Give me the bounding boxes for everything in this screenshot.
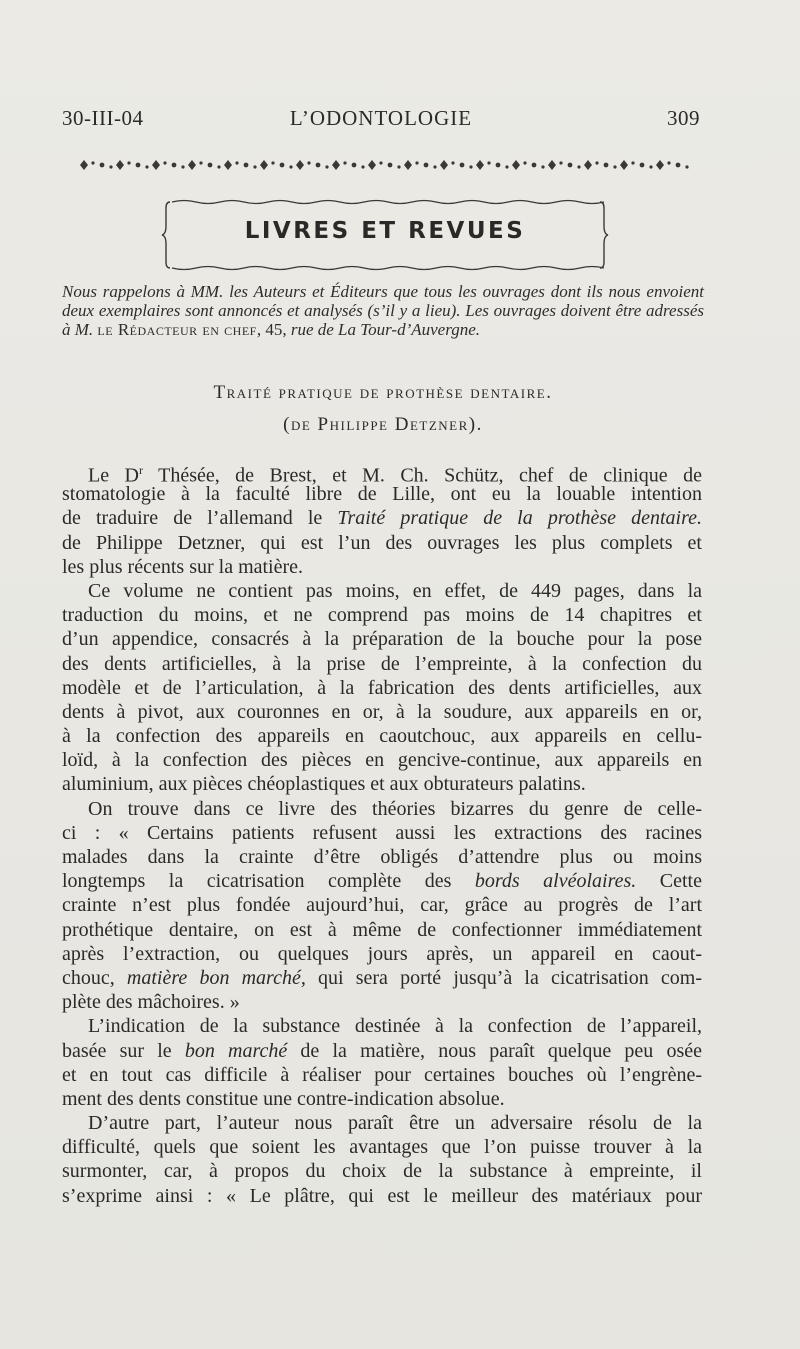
ornament-mark (172, 163, 177, 168)
text-segment: de la matière, nous paraît quelque peu osée (287, 1039, 702, 1062)
text-line (62, 676, 702, 700)
text-segment: difficulté, quels que soient les avantages que l’on puisse trouver à la (62, 1136, 702, 1159)
ornament-mark (613, 165, 616, 168)
ornament-mark (649, 165, 652, 168)
text-segment: d’un appendice, consacrés à la préparation de la bouche pour la pose (62, 628, 702, 651)
issue-date: 30-III-04 (62, 106, 144, 130)
ornament-mark (667, 161, 670, 164)
text-segment: loïd, à la confection des pièces en gencive-continue, aux appareils en (62, 749, 702, 772)
ornament-mark (404, 160, 412, 170)
ornament-mark (440, 160, 448, 170)
ornament-mark (109, 165, 112, 168)
text-line (62, 1135, 702, 1159)
text-line (62, 1039, 702, 1063)
text-segment: les plus récents sur la matière. (62, 555, 304, 578)
text-segment: plète des mâchoires. » (62, 991, 240, 1014)
italic-text: bords alvéolaires. (474, 870, 637, 893)
text-segment: qui sera porté jusqu’à la cicatrisation com- (305, 966, 702, 989)
text-segment: aluminium, aux pièces chéoplastiques et aux obturateurs palatins. (62, 773, 586, 796)
ornament-mark (523, 161, 526, 164)
ornament-mark (640, 163, 645, 168)
text-line (62, 700, 702, 724)
journal-title: L’ODONTOLOGIE (289, 106, 473, 130)
ornament-mark (361, 165, 364, 168)
ornament-mark (296, 160, 304, 170)
text-segment: L’indication de la substance destinée à la confection de l’appareil, (88, 1015, 702, 1038)
text-segment: s’exprime ainsi : « Le plâtre, qui est le meilleur des matériaux pour (62, 1184, 702, 1207)
ornament-mark (496, 163, 501, 168)
text-segment: crainte n’est plus fondée aujourd’hui, car, grâce au progrès de l’art (62, 894, 702, 917)
text-line (62, 1014, 702, 1038)
italic-text: Traité pratique de la prothèse dentaire. (337, 507, 702, 530)
text-line (62, 1087, 702, 1111)
ornament-mark (604, 163, 609, 168)
text-line (62, 652, 702, 676)
text-segment: et en tout cas difficile à réaliser pour certaines bouches où l’engrène- (62, 1063, 702, 1086)
text-segment: ci : « Certains patients refusent aussi les extractions des racines (62, 821, 702, 844)
ornament-mark (152, 160, 160, 170)
text-line (62, 482, 702, 506)
text-segment: prothétique dentaire, on est à même de confectionner immédiatement (62, 918, 702, 941)
ornament-mark (505, 165, 508, 168)
ornament-mark (145, 165, 148, 168)
article-author: (de Philippe Detzner). (283, 414, 483, 435)
text-line (62, 1111, 702, 1135)
text-line (62, 627, 702, 651)
ornament-mark (136, 163, 141, 168)
ornament-mark (271, 161, 274, 164)
text-line (62, 748, 702, 772)
ornament-mark (244, 163, 249, 168)
ornament-mark (332, 160, 340, 170)
text-line (62, 797, 702, 821)
notice-number: , 45, (256, 320, 291, 339)
text-line (62, 845, 702, 869)
text-line (62, 531, 702, 555)
text-segment: chouc, (62, 966, 127, 989)
ornament-mark (280, 163, 285, 168)
ornament-mark (415, 161, 418, 164)
ornament-mark (224, 160, 232, 170)
ornament-mark (512, 160, 520, 170)
ornament-mark (631, 161, 634, 164)
text-segment: modèle et de l’articulation, à la fabrication des dents artificielles, aux (62, 676, 702, 699)
ornament-mark (289, 165, 292, 168)
ornament-mark (181, 165, 184, 168)
ornament-mark (163, 161, 166, 164)
notice-text: Nous rappelons à MM. les Auteurs et Éditeurs que tous les ouvrages dont ils nous envoient deux exemplaires sont annoncés et analysés (s’il y a lieu). Les ouvrages doivent être adressés à M. (62, 282, 704, 339)
text-line (62, 603, 702, 627)
ornament-mark (595, 161, 598, 164)
ornament-mark (127, 161, 130, 164)
ornament-mark (559, 161, 562, 164)
text-line (62, 1184, 702, 1208)
text-segment: malades dans la crainte d’être obligés d’attendre plus ou moins (62, 846, 702, 868)
ornament-mark (260, 160, 268, 170)
text-segment: Le D (88, 464, 139, 487)
section-title: LIVRES ET REVUES (244, 218, 526, 244)
ornament-mark (577, 165, 580, 168)
ornament-mark (532, 163, 537, 168)
ornament-mark (620, 160, 628, 170)
text-segment: Thésée, de Brest, et M. Ch. Schütz, chef de clinique de (143, 464, 702, 487)
text-line (62, 918, 702, 942)
ornament-mark (199, 161, 202, 164)
text-segment: D’autre part, l’auteur nous paraît être un adversaire résolu de la (88, 1112, 702, 1135)
text-line (62, 724, 702, 748)
text-line (62, 1063, 702, 1087)
notice-recipient: le Rédacteur en chef (97, 320, 257, 339)
text-segment: Ce volume ne contient pas moins, en effet, de 449 pages, dans la (88, 579, 702, 602)
text-segment: des dents artificielles, à la prise de l’empreinte, à la confection du (62, 652, 702, 675)
ornament-mark (343, 161, 346, 164)
ornament-mark (451, 161, 454, 164)
ornament-mark (433, 165, 436, 168)
text-segment: de traduire de l’allemand le (62, 507, 338, 530)
ornament-mark (208, 163, 213, 168)
ornament-mark (397, 165, 400, 168)
italic-text: matière bon marché, (126, 966, 306, 989)
text-line (62, 869, 702, 893)
text-segment: surmonter, car, à propos du choix de la substance à empreinte, il (62, 1160, 702, 1183)
text-segment: ment des dents constitue une contre-indication absolue. (62, 1087, 505, 1110)
text-line (62, 506, 702, 530)
ornament-mark (469, 165, 472, 168)
text-segment: de Philippe Detzner, qui est l’un des ouvrages les plus complets et (62, 531, 702, 554)
notice-address: rue de La Tour-d’Auvergne. (290, 320, 481, 339)
ornament-mark (316, 163, 321, 168)
italic-text: bon marché (184, 1039, 288, 1062)
ornament-mark (568, 163, 573, 168)
ornament-mark (217, 165, 220, 168)
text-line (62, 821, 702, 845)
ornament-mark (80, 160, 88, 170)
ornament-mark (476, 160, 484, 170)
ornament-mark (584, 160, 592, 170)
ornament-mark (116, 160, 124, 170)
text-segment: à la confection des appareils en caoutchouc, aux appareils en cellu- (62, 725, 702, 748)
text-segment: longtemps la cicatrisation complète des (62, 870, 475, 893)
ornament-mark (548, 160, 556, 170)
text-line (62, 555, 702, 579)
text-segment: stomatologie à la faculté libre de Lille, ont eu la louable intention (62, 483, 702, 506)
ornamental-rule (80, 157, 698, 173)
text-segment: dents à pivot, aux couronnes en or, à la soudure, aux appareils en or, (62, 700, 702, 723)
article-title: Traité pratique de prothèse dentaire. (213, 382, 553, 403)
ornament-mark (100, 163, 105, 168)
ornament-mark (235, 161, 238, 164)
ornament-mark (388, 163, 393, 168)
ornament-mark (352, 163, 357, 168)
running-head (62, 106, 700, 136)
ornament-mark (188, 160, 196, 170)
ornament-mark (460, 163, 465, 168)
text-line (62, 893, 702, 917)
text-line (62, 458, 702, 487)
ornament-mark (676, 163, 681, 168)
editorial-notice (62, 282, 704, 339)
text-segment: On trouve dans ce livre des théories bizarres du genre de celle- (88, 797, 702, 820)
ornament-mark (253, 165, 256, 168)
page-number: 309 (667, 106, 700, 130)
text-line (62, 966, 702, 990)
ornament-mark (307, 161, 310, 164)
text-segment: basée sur le (62, 1039, 185, 1062)
section-title-frame (158, 196, 612, 274)
text-line (62, 942, 702, 966)
text-line (62, 990, 702, 1014)
text-line (62, 579, 702, 603)
text-line (62, 772, 702, 796)
ornament-mark (487, 161, 490, 164)
text-segment: Cette (636, 870, 702, 893)
text-segment: après l’extraction, ou quelques jours après, un appareil en caout- (62, 942, 702, 965)
ornament-mark (685, 165, 688, 168)
superscript: r (139, 463, 143, 477)
text-segment: traduction du moins, et ne comprend pas moins de 14 chapitres et (62, 604, 702, 627)
ornament-mark (379, 161, 382, 164)
ornament-mark (91, 161, 94, 164)
text-line (62, 1159, 702, 1183)
ornament-mark (368, 160, 376, 170)
article-body (62, 458, 702, 1208)
ornament-mark (424, 163, 429, 168)
ornament-mark (541, 165, 544, 168)
ornament-mark (656, 160, 664, 170)
ornament-mark (325, 165, 328, 168)
